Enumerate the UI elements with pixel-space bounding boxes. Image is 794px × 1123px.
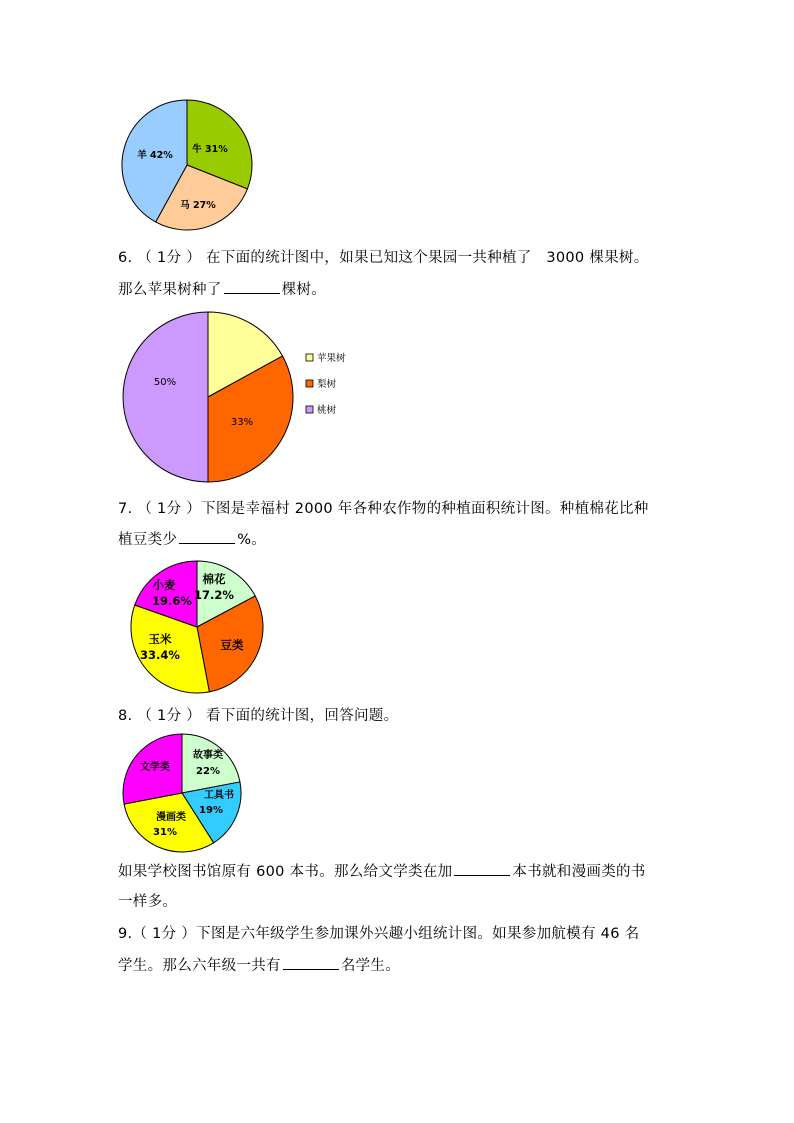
question-6-text: 6. （ 1分 ） 在下面的统计图中，如果已知这个果园一共种植了 3000 棵果树。 <box>118 250 649 266</box>
pie-label-2-0-1: 17.2% <box>194 588 234 602</box>
pie-chart-orchard <box>110 305 370 490</box>
question-9-text-line2 <box>118 955 400 976</box>
question-8-suffix: 本书就和漫画类的书 <box>512 864 646 880</box>
question-8-text-line3: 一样多。 <box>118 894 178 910</box>
question-7-text-line2 <box>118 529 266 550</box>
legend-label-0: 苹果树 <box>317 353 346 364</box>
legend-label-2: 桃树 <box>317 405 337 416</box>
pie-label-0-0-0: 牛 31% <box>192 144 228 155</box>
legend-swatch-0 <box>306 354 313 361</box>
answer-blank-q6[interactable] <box>224 279 280 294</box>
question-6-text-line2 <box>118 279 326 300</box>
pie-label-3-3-0: 文学类 <box>140 762 170 773</box>
pie-label-0-1-0: 马 27% <box>180 200 216 211</box>
pie-label-3-0-1: 22% <box>196 766 220 777</box>
pie-label-2-2-0: 玉米 <box>148 632 172 646</box>
legend-swatch-1 <box>306 380 313 387</box>
question-8-text: 8. （ 1分 ） 看下面的统计图，回答问题。 <box>118 708 399 724</box>
question-7-text: 7. （ 1分 ）下图是幸福村 2000 年各种农作物的种植面积统计图。种植棉花比种 <box>118 501 649 517</box>
answer-blank-q9[interactable] <box>283 955 339 970</box>
pie-label-1-2-0: 50% <box>153 377 177 388</box>
pie-label-3-1-0: 工具书 <box>204 790 234 801</box>
pie-label-3-2-1: 31% <box>153 827 177 838</box>
legend-swatch-2 <box>306 406 313 413</box>
pie-chart-livestock <box>110 95 270 235</box>
pie-label-3-0-0: 故事类 <box>193 750 223 761</box>
pie-slice-1-2 <box>123 312 208 482</box>
pie-label-2-3-1: 19.6% <box>152 594 192 608</box>
question-9-prefix: 学生。那么六年级一共有 <box>118 958 281 974</box>
pie-label-2-2-1: 33.4% <box>140 648 180 662</box>
answer-blank-q8[interactable] <box>454 861 510 876</box>
pie-label-2-3-0: 小麦 <box>152 578 176 592</box>
pie-label-1-1-0: 33% <box>230 417 254 428</box>
question-9-text: 9.（ 1分 ）下图是六年级学生参加课外兴趣小组统计图。如果参加航模有 46 名 <box>118 926 640 942</box>
pie-label-2-1-0: 豆类 <box>220 638 244 652</box>
pie-chart-crops <box>120 555 280 700</box>
question-7-suffix: %。 <box>237 532 267 548</box>
pie-label-2-0-0: 棉花 <box>202 572 226 586</box>
question-6-suffix: 棵树。 <box>281 282 327 298</box>
legend-label-1: 梨树 <box>317 379 337 390</box>
question-8-text-line2 <box>118 861 646 882</box>
pie-label-0-2-0: 羊 42% <box>137 150 173 161</box>
pie-chart-books <box>115 728 255 858</box>
question-7-prefix: 植豆类少 <box>118 532 178 548</box>
question-8-prefix: 如果学校图书馆原有 600 本书。那么给文学类在加 <box>118 864 453 880</box>
answer-blank-q7[interactable] <box>179 529 235 544</box>
pie-label-3-1-1: 19% <box>199 805 223 816</box>
question-6-prefix: 那么苹果树种了 <box>118 282 222 298</box>
pie-label-3-2-0: 漫画类 <box>156 812 186 823</box>
question-9-suffix: 名学生。 <box>340 958 401 974</box>
